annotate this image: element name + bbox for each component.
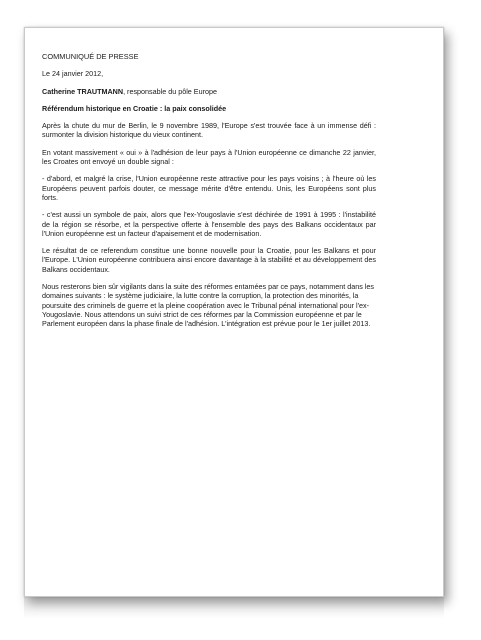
paragraph: Nous resterons bien sûr vigilants dans la suite des réformes entamées par ce pays, notamment dans les domaines suivants : le système judiciaire, la lutte contre la corruption, la protection des minorités, la poursuite des criminels de guerre et la pleine coopération avec le Tribunal pénal international pour l'ex-Yougoslavie. Nous attendons un suivi strict de ces réformes par la Commission européenne et par le Parlement européen dans la phase finale de l'adhésion. L'intégration est prévue pour le 1er juillet 2013. [42, 282, 374, 329]
paragraph: En votant massivement « oui » à l'adhésion de leur pays à l'Union européenne ce dimanche 22 janvier, les Croates ont envoyé un double signal : [42, 147, 376, 167]
document-header: COMMUNIQUÉ DE PRESSE [42, 52, 139, 61]
document-date: Le 24 janvier 2012, [42, 69, 104, 79]
author-role: , responsable du pôle Europe [123, 86, 217, 96]
paragraph: - c'est aussi un symbole de paix, alors que l'ex-Yougoslavie s'est déchirée de 1991 à 1995 : l'instabilité de la région se résorbe, et la perspective offerte à l'ensemble des pays des Balkans occidentaux par l'Union européenne est un facteur d'apaisement et de modernisation. [42, 210, 376, 238]
document-author [42, 87, 376, 96]
paragraph: Le résultat de ce referendum constitue une bonne nouvelle pour la Croatie, pour les Balkans et pour l'Europe. L'Union européenne contribuera ainsi encore davantage à la stabilité et au développement des Balkans occidentaux. [42, 246, 376, 274]
document-content [42, 52, 376, 337]
paragraph: Après la chute du mur de Berlin, le 9 novembre 1989, l'Europe s'est trouvée face à un immense défi : surmonter la division historique du vieux continent. [42, 121, 376, 140]
author-name: Catherine TRAUTMANN [42, 86, 124, 96]
page-reflection [24, 597, 444, 619]
paragraph: - d'abord, et malgré la crise, l'Union européenne reste attractive pour les pays voisins ; à l'heure où les Européens peuvent parfois douter, ce message mérite d'être entendu. Unis, les Européens sont plus forts. [42, 174, 376, 202]
document-title: Référendum historique en Croatie : la paix consolidée [42, 103, 227, 113]
